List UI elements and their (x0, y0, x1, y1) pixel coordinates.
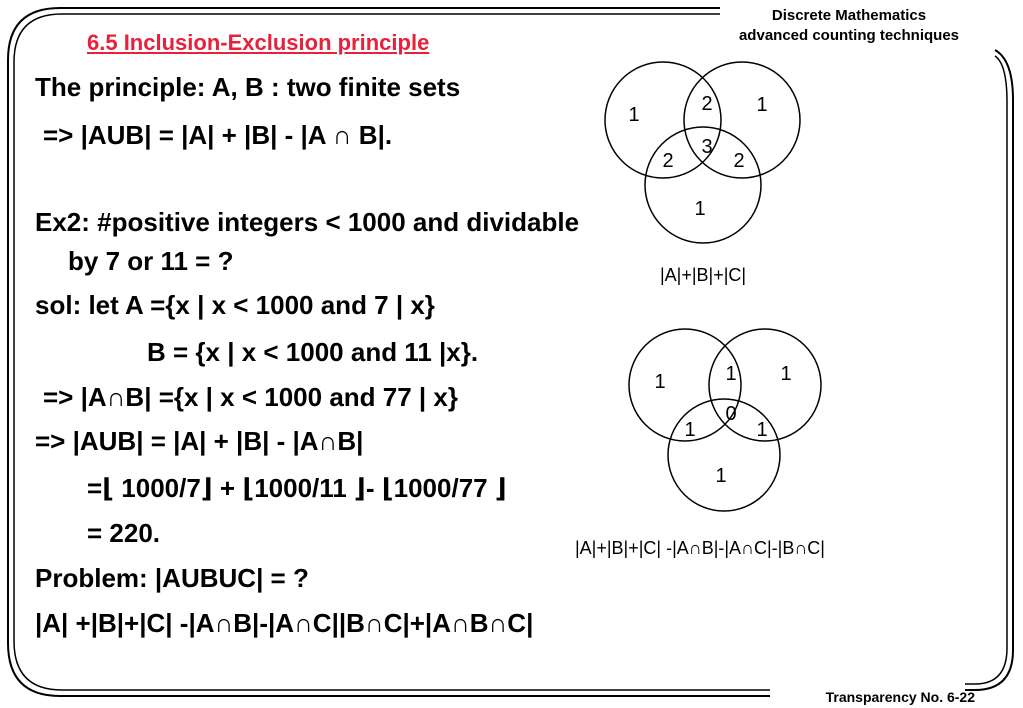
venn2-caption: |A|+|B|+|C| -|A∩B|-|A∩C|-|B∩C| (575, 538, 825, 558)
venn2-ab: 1 (725, 363, 737, 385)
venn1-b-only: 1 (756, 94, 768, 116)
venn2-b-only: 1 (780, 363, 792, 385)
solution-intersection: => |A∩B| ={x | x < 1000 and 77 | x} (43, 382, 458, 412)
example-question-cont: by 7 or 11 = ? (68, 246, 234, 276)
slide-title: 6.5 Inclusion-Exclusion principle (87, 30, 430, 55)
venn1-ab: 2 (701, 93, 713, 115)
venn2-a-only: 1 (654, 371, 666, 393)
venn1-a-only: 1 (628, 104, 640, 126)
principle-line: The principle: A, B : two finite sets (35, 72, 461, 102)
problem-line: Problem: |AUBUC| = ? (35, 563, 309, 593)
venn1-ac: 2 (662, 150, 674, 172)
venn1-caption: |A|+|B|+|C| (660, 265, 747, 285)
solution-result: = 220. (87, 518, 161, 548)
transparency-number: Transparency No. 6-22 (825, 689, 975, 705)
solution-floor-terms: =⌊ 1000/7⌋ + ⌊1000/11 ⌋- ⌊1000/77 ⌋ (87, 473, 507, 503)
venn1-bc: 2 (733, 150, 745, 172)
venn1-c-only: 1 (694, 198, 706, 220)
venn2-c-only: 1 (715, 465, 727, 487)
venn2-abc: 0 (725, 403, 737, 425)
venn1-abc: 3 (701, 136, 713, 158)
solution-set-a: sol: let A ={x | x < 1000 and 7 | x} (35, 290, 435, 320)
venn2-circle-c (668, 399, 780, 511)
venn2-bc: 1 (756, 419, 768, 441)
example-question: Ex2: #positive integers < 1000 and dividable (35, 207, 580, 237)
solution-set-b: B = {x | x < 1000 and 11 |x}. (147, 337, 479, 367)
solution-union: => |AUB| = |A| + |B| - |A∩B| (35, 426, 364, 456)
course-subtitle: advanced counting techniques (738, 27, 960, 44)
venn2-ac: 1 (684, 419, 696, 441)
course-title: Discrete Mathematics (771, 7, 927, 24)
problem-formula: |A| +|B|+|C| -|A∩B|-|A∩C||B∩C|+|A∩B∩C| (35, 608, 534, 638)
principle-formula: => |AUB| = |A| + |B| - |A ∩ B|. (43, 120, 393, 150)
